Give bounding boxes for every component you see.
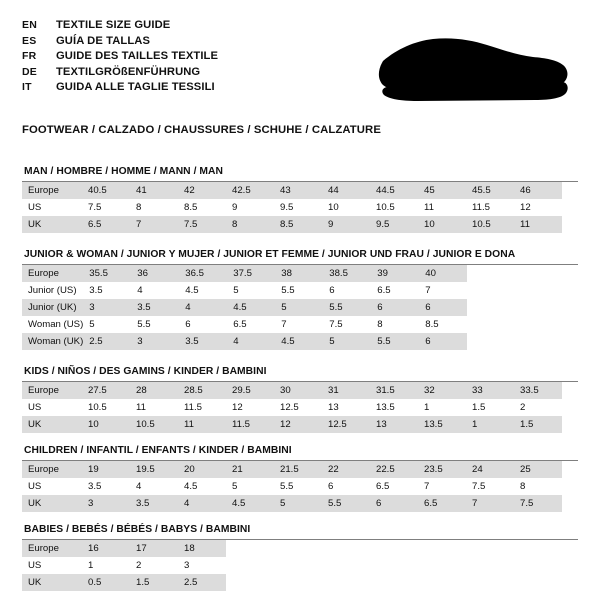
row-label: US [28,402,42,413]
size-cell: 5.5 [137,319,151,330]
size-cell: 32 [418,382,466,399]
size-cell: 29.5 [226,382,274,399]
size-cell: 1 [466,416,514,433]
size-cell: 7.5 [514,495,562,512]
table-row [22,182,562,199]
size-cell: 11.5 [226,416,274,433]
size-cell: 1 [424,402,430,413]
size-cell: 3.5 [179,333,227,350]
size-cell: 1.5 [472,402,486,413]
size-cell: 11 [178,416,226,433]
size-table [22,540,226,591]
size-cell: 2.5 [178,574,226,591]
size-cell: 6 [371,299,419,316]
size-cell: 42 [178,182,226,199]
row-label: US [28,202,42,213]
language-title-list [22,18,218,96]
table-row [22,399,562,416]
row-label: Junior (UK) [22,299,83,316]
size-cell: 2 [520,402,526,413]
size-cell: 5 [323,333,371,350]
size-cell: 28 [130,382,178,399]
size-cell: 8 [226,216,274,233]
size-cell: 4.5 [184,481,198,492]
size-cell: 13.5 [376,402,395,413]
table-row [22,540,226,557]
section-spacer [22,591,578,603]
size-cell: 0.5 [82,574,130,591]
section-title: KIDS / NIÑOS / DES GAMINS / KINDER / BAMBINI [24,366,267,377]
size-table [22,461,562,512]
section-spacer [22,512,578,524]
size-cell: 31.5 [370,382,418,399]
size-cell: 3 [83,299,131,316]
size-cell: 35.5 [83,265,131,282]
size-cell: 7.5 [472,481,486,492]
size-cell: 30 [274,382,322,399]
size-cell: 5.5 [281,285,295,296]
row-label: Europe [22,265,83,282]
table-row [22,316,467,333]
size-cell: 22 [322,461,370,478]
language-code: ES [22,34,37,47]
row-label: US [28,560,42,571]
language-code: EN [22,19,37,31]
size-cell: 44.5 [370,182,418,199]
size-section-kids [22,366,578,445]
size-cell: 7.5 [178,216,226,233]
language-code: FR [22,50,37,62]
size-cell: 9 [322,216,370,233]
size-cell: 10 [418,216,466,233]
size-cell: 9.5 [280,202,294,213]
size-cell: 8 [520,481,526,492]
size-cell: 5 [232,481,238,492]
size-cell: 3 [82,495,130,512]
size-cell: 45 [418,182,466,199]
size-cell: 5.5 [322,495,370,512]
row-label: Europe [22,461,82,478]
size-cell: 40.5 [82,182,130,199]
size-cell: 1 [88,560,94,571]
size-cell: 42.5 [226,182,274,199]
size-cell: 33.5 [514,382,562,399]
size-cell: 1.5 [130,574,178,591]
size-cell: 38.5 [323,265,371,282]
size-cell: 5.5 [371,333,419,350]
table-row [22,574,226,591]
size-section-man [22,166,578,249]
size-cell: 4 [227,333,275,350]
size-cell: 6.5 [82,216,130,233]
size-cell: 10 [82,416,130,433]
section-spacer [22,350,578,366]
size-cell: 39 [371,265,419,282]
table-row [22,557,226,574]
size-cell: 38 [275,265,323,282]
size-cell: 1.5 [514,416,562,433]
size-cell: 8.5 [274,216,322,233]
size-cell: 7 [466,495,514,512]
row-label: Woman (UK) [22,333,83,350]
language-row [22,80,218,96]
size-cell: 6.5 [377,285,391,296]
language-guide-title: TEXTILE SIZE GUIDE [56,19,171,31]
row-label: Europe [22,382,82,399]
size-cell: 5.5 [323,299,371,316]
size-cell: 23.5 [418,461,466,478]
row-label: Europe [22,540,82,557]
language-code: DE [22,65,37,78]
size-cell: 6 [419,333,467,350]
size-cell: 5 [274,495,322,512]
language-row [22,49,218,65]
size-cell: 8 [136,202,142,213]
size-cell: 21.5 [274,461,322,478]
table-row [22,282,467,299]
size-cell: 11.5 [184,402,202,413]
size-cell: 10 [328,202,339,213]
size-cell: 6 [328,481,334,492]
size-cell: 5 [89,319,95,330]
size-cell: 10.5 [376,202,395,213]
row-label: Europe [22,182,82,199]
size-cell: 25 [514,461,562,478]
size-section-children [22,445,578,524]
size-cell: 12 [520,202,531,213]
size-cell: 43 [274,182,322,199]
size-cell: 31 [322,382,370,399]
size-cell: 8.5 [425,319,439,330]
size-cell: 7.5 [88,202,102,213]
size-cell: 4 [136,481,142,492]
size-cell: 7 [130,216,178,233]
size-cell: 7 [424,481,430,492]
size-cell: 40 [419,265,467,282]
size-cell: 6.5 [376,481,390,492]
size-cell: 12.5 [322,416,370,433]
size-cell: 4 [179,299,227,316]
document-header [22,18,578,108]
size-cell: 3.5 [89,285,103,296]
size-cell: 7 [425,285,431,296]
table-row [22,199,562,216]
size-cell: 24 [466,461,514,478]
size-cell: 13.5 [418,416,466,433]
size-cell: 10.5 [130,416,178,433]
size-cell: 4.5 [226,495,274,512]
language-guide-title: GUIDA ALLE TAGLIE TESSILI [56,81,215,93]
size-tables [22,166,578,603]
size-cell: 6 [370,495,418,512]
size-cell: 13 [370,416,418,433]
size-cell: 45.5 [466,182,514,199]
size-cell: 8 [377,319,383,330]
size-cell: 7.5 [329,319,343,330]
size-cell: 4.5 [275,333,323,350]
size-cell: 20 [178,461,226,478]
size-cell: 11 [514,216,562,233]
size-cell: 5 [233,285,239,296]
section-spacer [22,433,578,445]
row-label: UK [22,416,82,433]
language-row [22,34,218,50]
size-cell: 36.5 [179,265,227,282]
size-cell: 11.5 [472,202,490,213]
size-cell: 3.5 [131,299,179,316]
size-cell: 9 [232,202,238,213]
size-table [22,265,467,350]
size-cell: 3 [184,560,190,571]
size-table [22,182,562,233]
size-cell: 3 [131,333,179,350]
size-cell: 12 [232,402,243,413]
table-row [22,416,562,433]
size-cell: 19 [82,461,130,478]
size-cell: 11 [424,202,434,213]
row-label: US [28,481,42,492]
size-cell: 3.5 [130,495,178,512]
size-cell: 41 [130,182,178,199]
size-table [22,382,562,433]
size-cell: 10.5 [88,402,107,413]
size-cell: 12.5 [280,402,299,413]
size-cell: 12 [274,416,322,433]
table-row [22,461,562,478]
size-cell: 3.5 [88,481,102,492]
size-cell: 19.5 [130,461,178,478]
row-label: Woman (US) [28,319,84,330]
size-cell: 17 [130,540,178,557]
section-title: MAN / HOMBRE / HOMME / MANN / MAN [24,166,223,177]
dress-shoe-icon [370,30,570,108]
section-title: JUNIOR & WOMAN / JUNIOR Y MUJER / JUNIOR ET FEMME / JUNIOR UND FRAU / JUNIOR E DONA [24,249,516,260]
row-label: UK [22,216,82,233]
size-cell: 27.5 [82,382,130,399]
size-cell: 6 [185,319,191,330]
size-cell: 44 [322,182,370,199]
table-row [22,478,562,495]
size-section-junior-woman [22,249,578,366]
language-row [22,65,218,81]
row-label: Junior (US) [28,285,77,296]
size-cell: 33 [466,382,514,399]
size-cell: 37.5 [227,265,275,282]
size-cell: 6 [329,285,335,296]
size-cell: 8.5 [184,202,198,213]
size-cell: 10.5 [466,216,514,233]
size-cell: 11 [136,402,146,413]
size-cell: 5 [275,299,323,316]
language-guide-title: TEXTILGRÖßENFÜHRUNG [56,65,201,78]
size-cell: 6.5 [233,319,247,330]
size-cell: 4 [178,495,226,512]
size-cell: 36 [131,265,179,282]
section-title: CHILDREN / INFANTIL / ENFANTS / KINDER / BAMBINI [24,445,292,456]
language-guide-title: GUÍA DE TALLAS [56,34,151,47]
size-cell: 46 [514,182,562,199]
language-guide-title: GUIDE DES TAILLES TEXTILE [56,50,219,62]
category-heading: FOOTWEAR / CALZADO / CHAUSSURES / SCHUHE / CALZATURE [22,124,381,136]
size-cell: 9.5 [370,216,418,233]
size-cell: 28.5 [178,382,226,399]
size-cell: 4 [137,285,143,296]
section-spacer [22,233,578,249]
table-row [22,265,467,282]
table-row [22,299,467,316]
table-row [22,495,562,512]
size-cell: 5.5 [280,481,294,492]
size-cell: 4.5 [185,285,199,296]
size-section-babies [22,524,578,603]
size-cell: 4.5 [227,299,275,316]
size-cell: 16 [82,540,130,557]
table-row [22,382,562,399]
table-row [22,216,562,233]
size-cell: 2 [136,560,142,571]
size-cell: 7 [281,319,287,330]
row-label: UK [22,495,82,512]
size-cell: 13 [328,402,339,413]
language-row [22,18,218,34]
size-cell: 6 [419,299,467,316]
section-title: BABIES / BEBÉS / BÉBÉS / BABYS / BAMBINI [24,524,251,535]
size-cell: 18 [178,540,226,557]
size-cell: 21 [226,461,274,478]
language-code: IT [22,81,32,93]
size-cell: 6.5 [418,495,466,512]
size-cell: 22.5 [370,461,418,478]
size-cell: 2.5 [83,333,131,350]
table-row [22,333,467,350]
row-label: UK [22,574,82,591]
